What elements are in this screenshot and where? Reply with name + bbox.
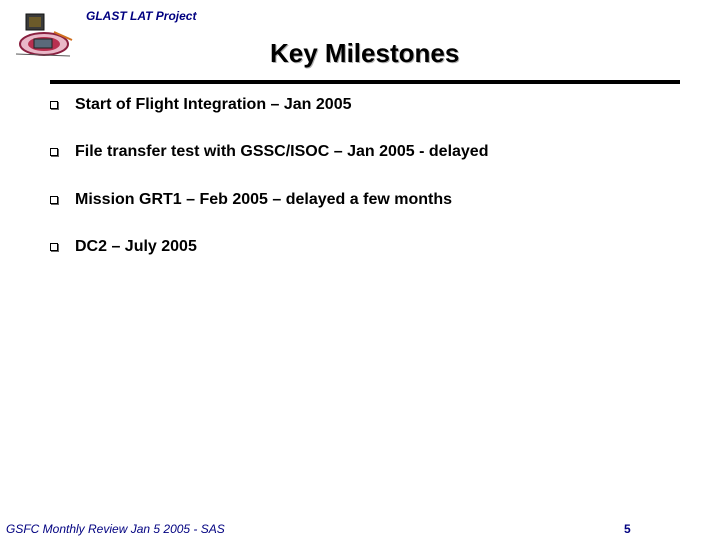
list-item-text: File transfer test with GSSC/ISOC – Jan 2005 - delayed xyxy=(75,143,489,160)
slide-title: Key Milestones xyxy=(270,38,460,68)
footer-text: GSFC Monthly Review Jan 5 2005 - SAS xyxy=(6,522,225,536)
list-item-text: DC2 – July 2005 xyxy=(75,238,197,255)
title-divider xyxy=(50,80,680,84)
checkbox-bullet-icon xyxy=(50,148,58,156)
list-item-text: Mission GRT1 – Feb 2005 – delayed a few months xyxy=(75,191,453,208)
list-item xyxy=(50,140,670,164)
checkbox-bullet-icon xyxy=(50,243,58,251)
checkbox-bullet-icon xyxy=(50,101,58,109)
glast-lat-logo-icon xyxy=(14,10,76,62)
page-number: 5 xyxy=(624,522,631,536)
list-item xyxy=(50,235,670,259)
list-item xyxy=(50,188,670,212)
list-item-text: Start of Flight Integration – Jan 2005 xyxy=(75,96,352,113)
list-item xyxy=(50,93,670,117)
project-name: GLAST LAT Project xyxy=(86,9,197,23)
checkbox-bullet-icon xyxy=(50,196,58,204)
